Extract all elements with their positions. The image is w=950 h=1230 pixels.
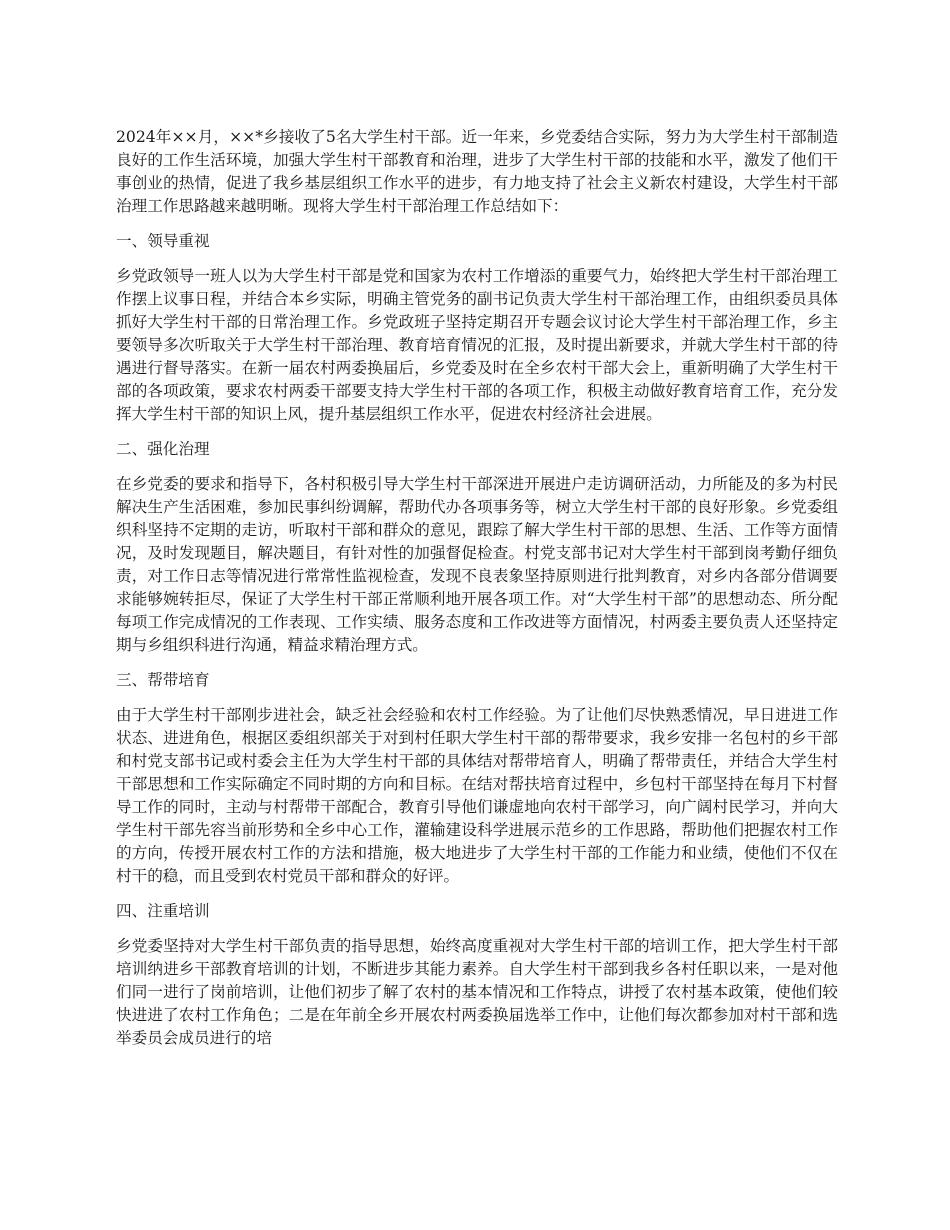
section-body-management: 在乡党委的要求和指导下，各村积极引导大学生村干部深进开展进户走访调研活动，力所能及的多为村民解决生产生活困难，参加民事纠纷调解，帮助代办各项事务等，树立大学生村干部的良好形象。乡党委组织科坚持不定期的走访，听取村干部和群众的意见，跟踪了解大学生村干部的思想、生活、工作等方面情况，及时发现题目，解决题目，有针对性的加强督促检查。村党支部书记对大学生村干部到岗考勤仔细负责，对工作日志等情况进行常常性监视检查，发现不良表象坚持原则进行批判教育，对乡内各部分借调要求能够婉转拒尽，保证了大学生村干部正常顺利地开展各项工作。对“大学生村干部”的思想动态、所分配每项工作完成情况的工作表现、工作实绩、服务态度和工作改进等方面情况，村两委主要负责人还坚持定期与乡组织科进行沟通，精益求精治理方式。 — [116, 475, 838, 654]
section-heading-leadership: 一、领导重视 — [116, 232, 210, 250]
section-body-mentoring: 由于大学生村干部刚步进社会，缺乏社会经验和农村工作经验。为了让他们尽快熟悉情况，早日进进工作状态、进进角色，根据区委组织部关于对到村任职大学生村干部的帮带要求，我乡安排一名包村的乡干部和村党支部书记或村委会主任为大学生村干部的具体结对帮带培育人，明确了帮带责任，并结合大学生村干部思想和工作实际确定不同时期的方向和目标。在结对帮扶培育过程中，乡包村干部坚持在每月下村督导工作的同时，主动与村帮带干部配合，教育引导他们谦虚地向农村干部学习，向广阔村民学习，并向大学生村干部先容当前形势和全乡中心工作，灌输建设科学进展示范乡的工作思路，帮助他们把握农村工作的方向，传授开展农村工作的方法和措施，极大地进步了大学生村干部的工作能力和业绩，使他们不仅在村干的稳，而且受到农村党员干部和群众的好评。 — [116, 706, 838, 885]
section-heading-management: 二、强化治理 — [116, 440, 210, 458]
intro-paragraph: 2024年××月，××*乡接收了5名大学生村干部。近一年来，乡党委结合实际，努力为大学生村干部制造良好的工作生活环境，加强大学生村干部教育和治理，进步了大学生村干部的技能和水平，激发了他们干事创业的热情，促进了我乡基层组织工作水平的进步，有力地支持了社会主义新农村建设，大学生村干部治理工作思路越来越明晰。现将大学生村干部治理工作总结如下： — [116, 128, 838, 215]
section-body-leadership: 乡党政领导一班人以为大学生村干部是党和国家为农村工作增添的重要气力，始终把大学生村干部治理工作摆上议事日程，并结合本乡实际，明确主管党务的副书记负责大学生村干部治理工作，由组织委员具体抓好大学生村干部的日常治理工作。乡党政班子坚持定期召开专题会议讨论大学生村干部治理工作，乡主要领导多次听取关于大学生村干部治理、教育培育情况的汇报，及时提出新要求，并就大学生村干部的待遇进行督导落实。在新一届农村两委换届后，乡党委及时在全乡农村干部大会上，重新明确了大学生村干部的各项政策，要求农村两委干部要支持大学生村干部的各项工作，积极主动做好教育培育工作，充分发挥大学生村干部的知识上风，提升基层组织工作水平，促进农村经济社会进展。 — [116, 267, 838, 423]
section-heading-mentoring: 三、帮带培育 — [116, 671, 210, 689]
document-page — [116, 126, 838, 1062]
section-heading-training: 四、注重培训 — [116, 902, 210, 920]
section-body-training: 乡党委坚持对大学生村干部负责的指导思想，始终高度重视对大学生村干部的培训工作，把大学生村干部培训纳进乡干部教育培训的计划，不断进步其能力素养。自大学生村干部到我乡各村任职以来，一是对他们同一进行了岗前培训，让他们初步了解了农村的基本情况和工作特点，讲授了农村基本政策，使他们较快进进了农村工作角色；二是在年前全乡开展农村两委换届选举工作中，让他们每次都参加对村干部和选举委员会成员进行的培 — [116, 937, 838, 1047]
